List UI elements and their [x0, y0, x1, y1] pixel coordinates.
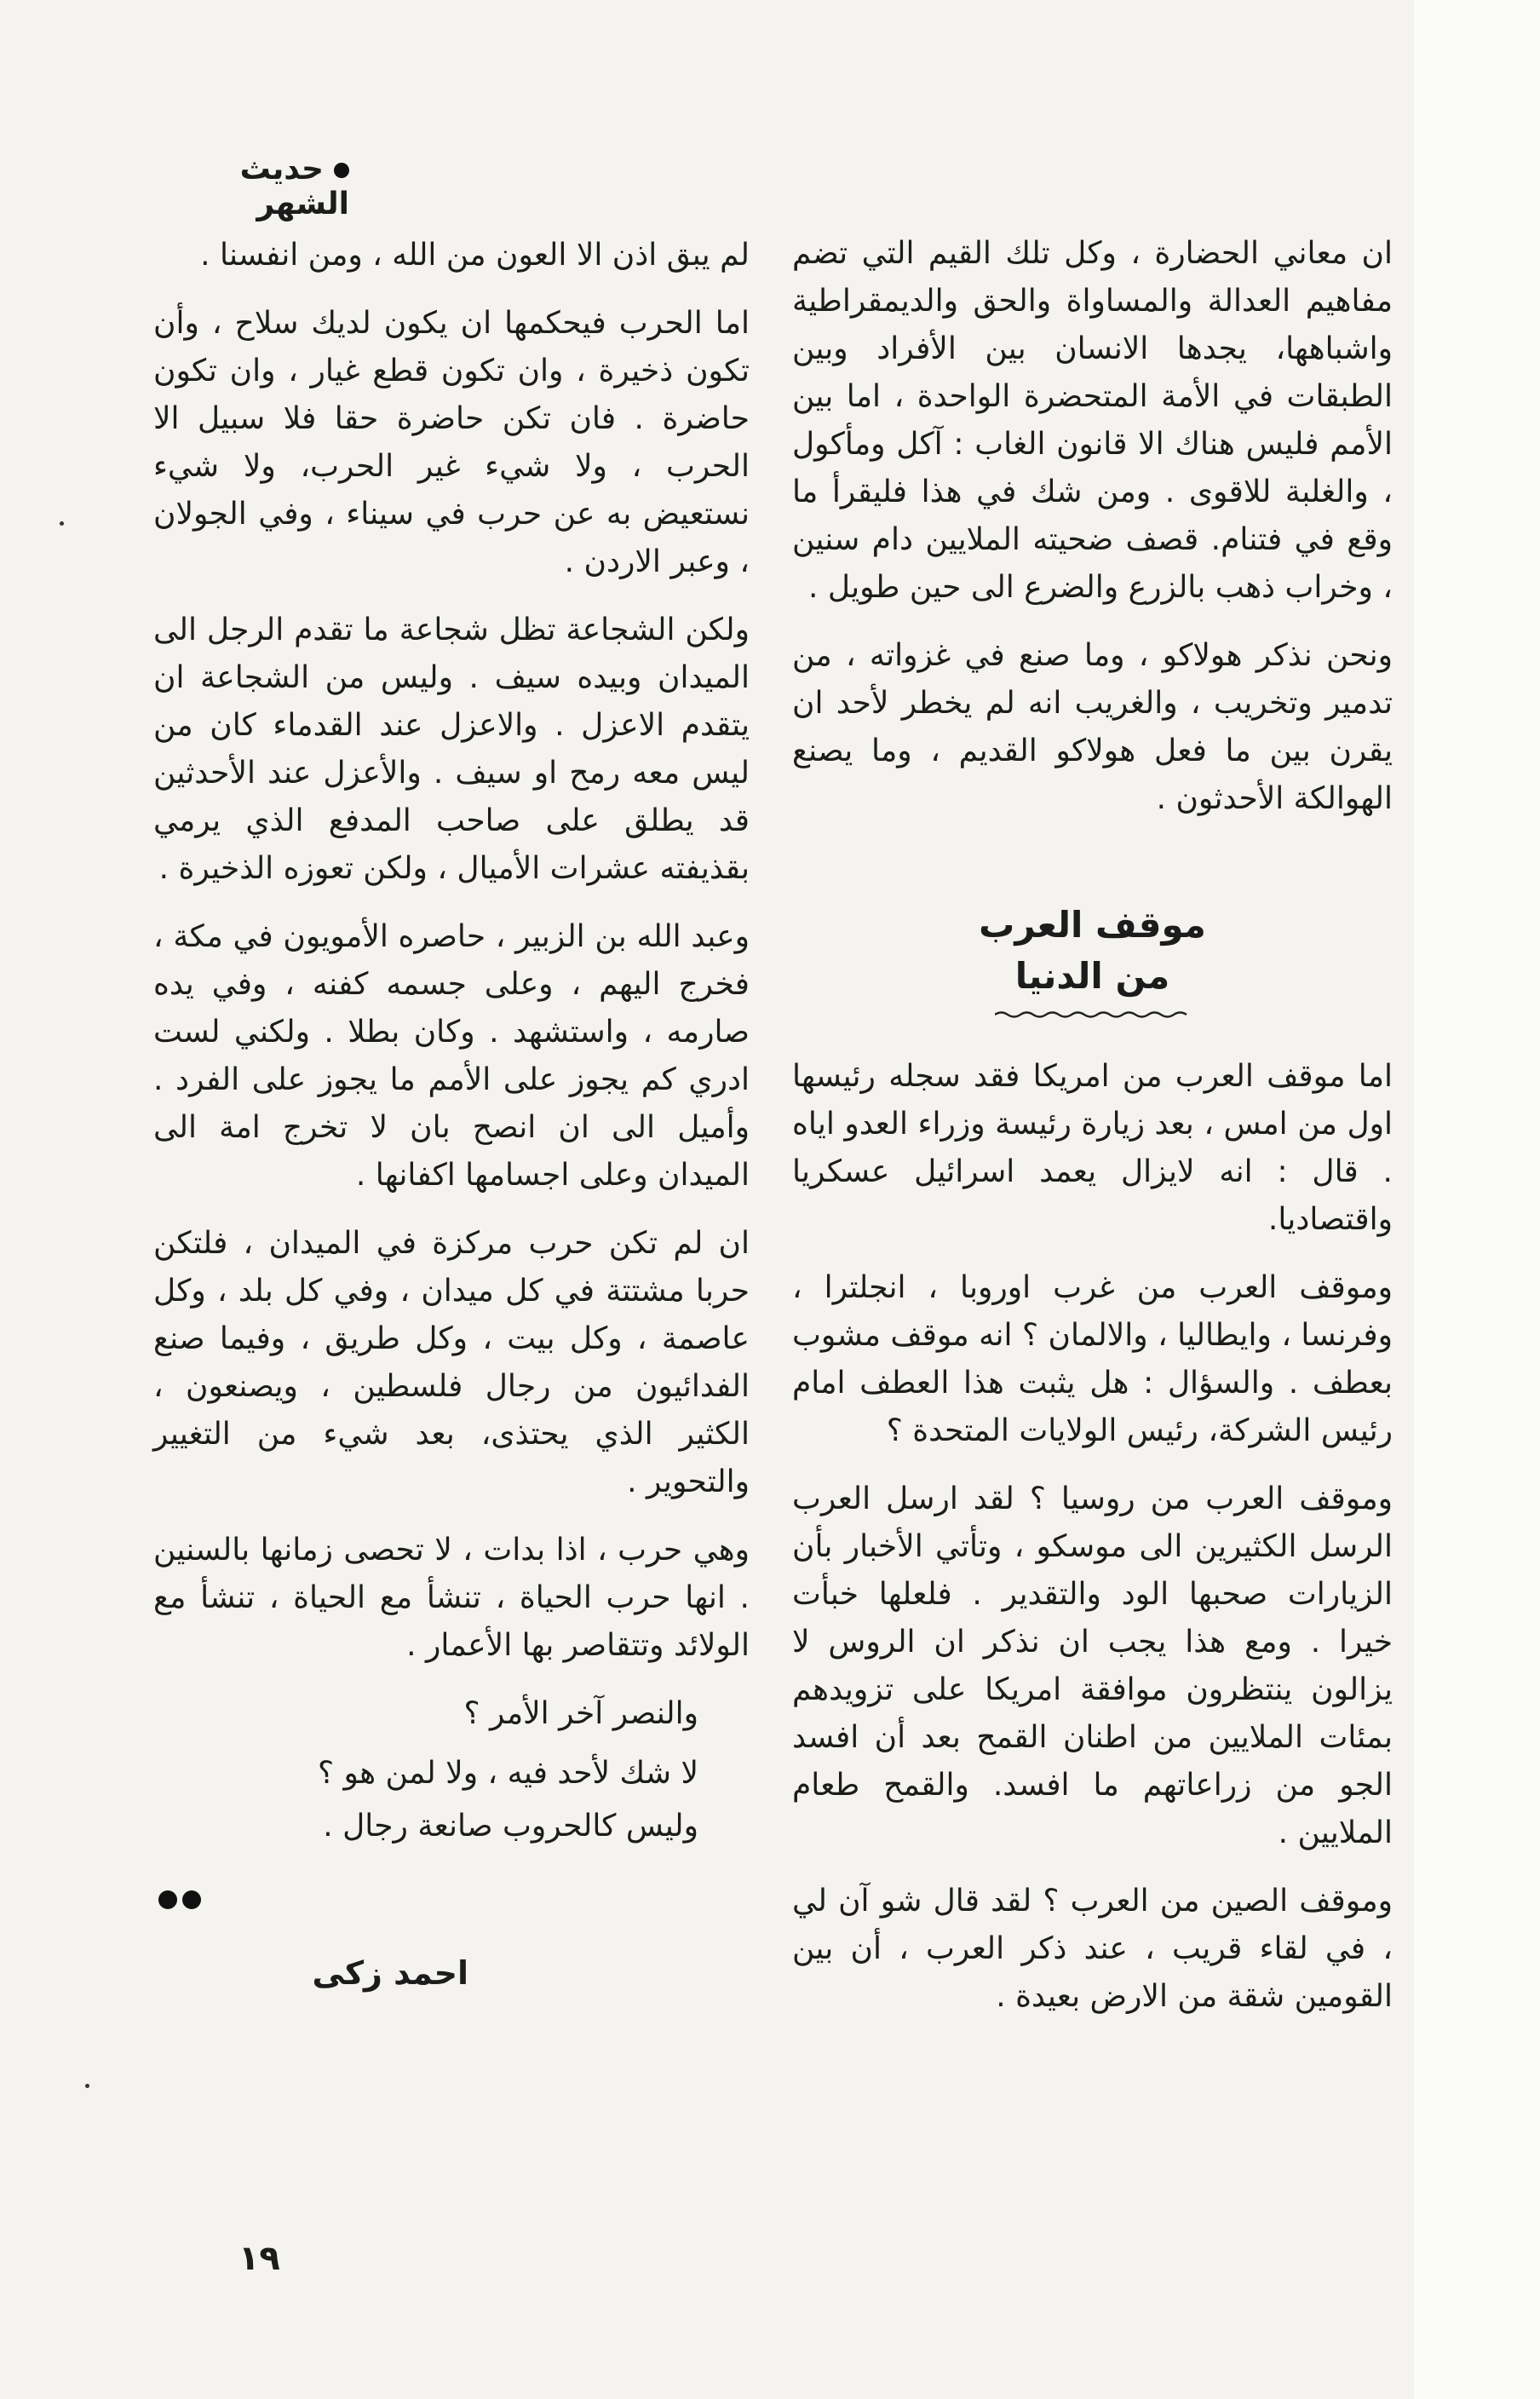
subheading-line: موقف العرب — [979, 904, 1206, 946]
paragraph: ان معاني الحضارة ، وكل تلك القيم التي تضم مفاهيم العدالة والمساواة والحق والديمقراطية واشباهها، يجدها الانسان بين الأفراد وبين الطبقات في الأمة المتحضرة الواحدة ، اما بين الأمم فليس هناك الا قانون الغاب : آكل ومأكول ، والغلبة للاقوى . ومن شك في هذا فليقرأ ما وقع في فتنام. قصف ضحيته الملايين دام سنين ، وخراب ذهب بالزرع والضرع الى حين طويل . — [792, 236, 1393, 605]
closing-line: والنصر آخر الأمر ؟ — [463, 1696, 698, 1731]
left-column — [153, 232, 750, 1997]
paragraph: اما موقف العرب من امريكا فقد سجله رئيسها اول من امس ، بعد زيارة رئيسة وزراء العدو اياه . قال : انه لايزال يعمد اسرائيل عسكريا واقتصاديا. — [792, 1059, 1393, 1237]
subheading — [792, 900, 1393, 1002]
paragraph: وهي حرب ، اذا بدات ، لا تحصى زمانها بالسنين . انها حرب الحياة ، تنشأ مع الحياة ، تنشأ مع الولائد وتتقاصر بها الأعمار . — [153, 1533, 750, 1663]
wavy-rule-icon — [995, 1010, 1191, 1019]
closing-line: وليس كالحروب صانعة رجال . — [323, 1809, 698, 1844]
print-speck-icon — [60, 521, 64, 526]
paragraph: ونحن نذكر هولاكو ، وما صنع في غزواته ، من تدمير وتخريب ، والغريب انه لم يخطر لأحد ان يقرن بين ما فعل هولاكو القديم ، وما يصنع الهوالكة الأحدثون . — [792, 638, 1393, 816]
section-label: حديث الشهر — [239, 152, 349, 221]
paragraph: اما الحرب فيحكمها ان يكون لديك سلاح ، وأن تكون ذخيرة ، وان تكون قطع غيار ، وان تكون حاضرة . فان تكن حاضرة حقا فلا سبيل الا الحرب ، ولا شيء غير الحرب، ولا شيء نستعيض به عن حرب في سيناء ، وفي الجولان ، وعبر الاردن . — [153, 306, 750, 579]
print-speck-icon — [85, 2084, 89, 2088]
closing-line: لا شك لأحد فيه ، ولا لمن هو ؟ — [317, 1756, 698, 1791]
section-header — [153, 152, 349, 221]
paragraph: وعبد الله بن الزبير ، حاصره الأمويون في مكة ، فخرج اليهم ، وعلى جسمه كفنه ، وفي يده صارمه ، واستشهد . وكان بطلا . ولكني لست ادري كم يجوز على الأمم ما يجوز على الفرد . وأميل الى ان انصح بان لا تخرج امة الى الميدان وعلى اجسامها اكفانها . — [153, 919, 750, 1193]
paragraph: ولكن الشجاعة تظل شجاعة ما تقدم الرجل الى الميدان وبيده سيف . وليس من الشجاعة ان يتقدم الاعزل . والاعزل عند القدماء كان من ليس معه رمح او سيف . والأعزل عند الأحدثين قد يطلق على صاحب المدفع الذي يرمي بقذيفته عشرات الأميال ، ولكن تعوزه الذخيرة . — [153, 613, 750, 886]
end-mark-icon — [153, 1876, 750, 1924]
right-column — [792, 230, 1393, 2041]
paragraph: ان لم تكن حرب مركزة في الميدان ، فلتكن حربا مشتتة في كل ميدان ، وفي كل بلد ، وكل عاصمة ، وكل بيت ، وكل طريق ، وفيما صنع الفدائيون من رجال فلسطين ، ويصنعون ، الكثير الذي يحتذى، بعد شيء من التغيير والتحوير . — [153, 1226, 750, 1499]
bullet-icon — [334, 163, 349, 178]
author-name: احمد زكى — [312, 1954, 468, 1992]
page-number: ١٩ — [238, 2239, 280, 2278]
paragraph: وموقف الصين من العرب ؟ لقد قال شو آن لي ، في لقاء قريب ، عند ذكر العرب ، أن بين القومين شقة من الارض بعيدة . — [792, 1884, 1393, 2014]
page-margin — [1414, 0, 1540, 2399]
paragraph: لم يبق اذن الا العون من الله ، ومن انفسنا . — [200, 238, 750, 273]
paragraph: وموقف العرب من غرب اوروبا ، انجلترا ، وفرنسا ، وايطاليا ، والالمان ؟ انه موقف مشوب بعطف . والسؤال : هل يثبت هذا العطف امام رئيس الشركة، رئيس الولايات المتحدة ؟ — [792, 1270, 1393, 1448]
paragraph: وموقف العرب من روسيا ؟ لقد ارسل العرب الرسل الكثيرين الى موسكو ، وتأتي الأخبار بأن الزيارات صحبها الود والتقدير . فلعلها خبأت خيرا . ومع هذا يجب ان نذكر ان الروس لا يزالون ينتظرون موافقة امريكا على تزويدهم بمئات الملايين من اطنان القمح بعد أن افسد الجو من زراعاتهم ما افسد. والقمح طعام الملايين . — [792, 1481, 1393, 1850]
subheading-line: من الدنيا — [1014, 955, 1170, 997]
